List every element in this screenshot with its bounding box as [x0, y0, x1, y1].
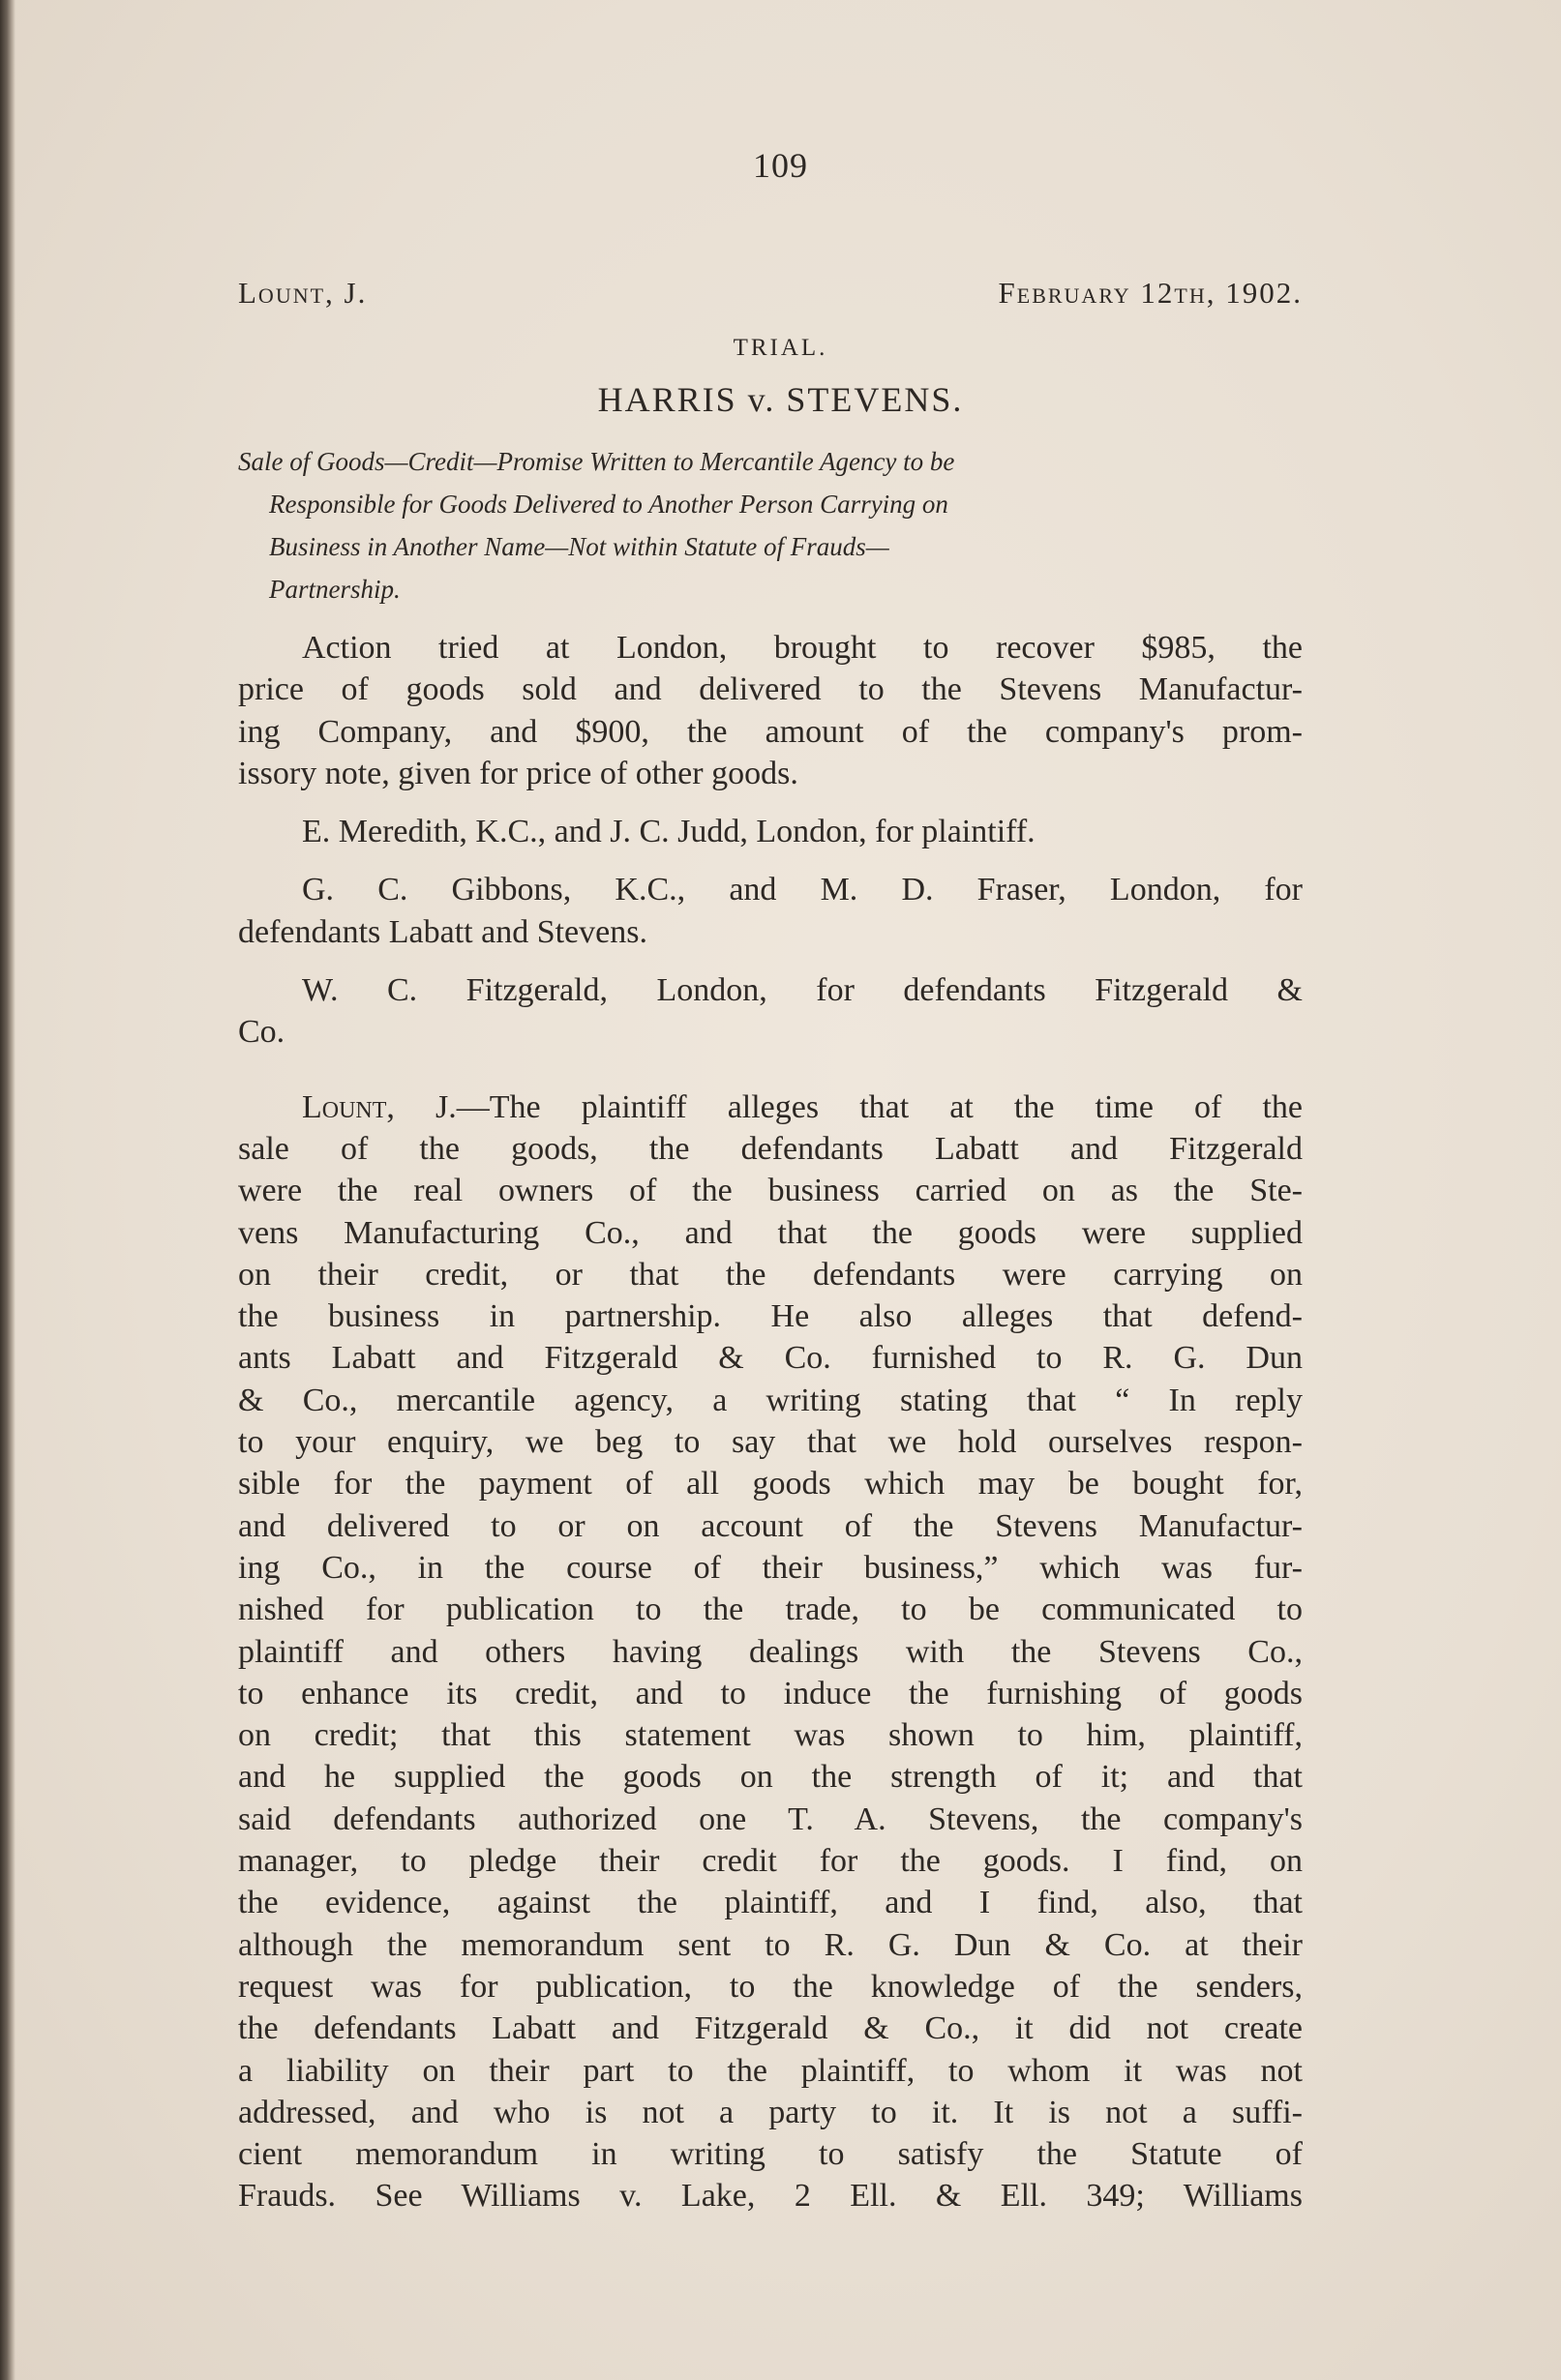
text-line: on their credit, or that the defendants were carrying on [238, 1256, 1303, 1293]
text-line: E. Meredith, K.C., and J. C. Judd, London, for plaintiff. [302, 814, 1036, 850]
text-line [238, 1086, 1303, 1128]
text-line: G. C. Gibbons, K.C., and M. D. Fraser, London, for [302, 872, 1303, 908]
text-line: and he supplied the goods on the strength of it; and that [238, 1759, 1303, 1796]
text-line: defendants Labatt and Stevens. [238, 913, 647, 950]
headnote [238, 440, 1303, 610]
paragraph-counsel-fitzgerald [238, 969, 1303, 1054]
text-line: addressed, and who is not a party to it. It is not a suffi- [238, 2094, 1303, 2130]
text-line: W. C. Fitzgerald, London, for defendants Fitzgerald & [302, 972, 1303, 1009]
text-line: Action tried at London, brought to recover $985, the [302, 630, 1303, 666]
text-line: cient memorandum in writing to satisfy the Statute of [238, 2136, 1303, 2173]
text-line: the evidence, against the plaintiff, and I find, also, that [238, 1885, 1303, 1921]
text-line: manager, to pledge their credit for the goods. I find, on [238, 1843, 1303, 1880]
case-title: HARRIS v. STEVENS. [597, 380, 964, 419]
text-line: vens Manufacturing Co., and that the goods were supplied [238, 1214, 1303, 1251]
headnote-line: Sale of Goods—Credit—Promise Written to Mercantile Agency to be [238, 447, 955, 476]
text-line: to your enquiry, we beg to say that we hold ourselves respon- [238, 1424, 1303, 1461]
text-line: ing Company, and $900, the amount of the company's prom- [238, 713, 1303, 750]
text-line: Frauds. See Williams v. Lake, 2 Ell. & Ell. 349; Williams [238, 2178, 1303, 2215]
text-line: & Co., mercantile agency, a writing stating that “ In reply [238, 1382, 1303, 1418]
trial-label: TRIAL. [733, 335, 828, 361]
text-line: said defendants authorized one T. A. Stevens, the company's [238, 1800, 1303, 1837]
text-line: the business in partnership. He also alleges that defend- [238, 1298, 1303, 1335]
headnote-line: Responsible for Goods Delivered to Another Person Carrying on [269, 490, 948, 519]
paragraph-judgment [238, 1086, 1303, 2217]
headnote-line: Business in Another Name—Not within Statute of Frauds— [269, 532, 889, 561]
text-line: a liability on their part to the plaintiff, to whom it was not [238, 2052, 1303, 2089]
text-line: plaintiff and others having dealings with the Stevens Co., [238, 1633, 1303, 1670]
text-line: Co. [238, 1014, 285, 1051]
text-line: ants Labatt and Fitzgerald & Co. furnished to R. G. Dun [238, 1340, 1303, 1377]
text-line: nished for publication to the trade, to be communicated to [238, 1592, 1303, 1628]
text-line: sale of the goods, the defendants Labatt and Fitzgerald [238, 1130, 1303, 1167]
text-line: issory note, given for price of other goods. [238, 755, 798, 791]
text-line: and delivered to or on account of the Stevens Manufactur- [238, 1507, 1303, 1544]
paragraph-counsel-plaintiff [238, 811, 1303, 852]
text-line: the defendants Labatt and Fitzgerald & Co., it did not create [238, 2010, 1303, 2047]
header-date: February 12th, 1902. [998, 276, 1303, 310]
paragraph-counsel-defendants [238, 869, 1303, 953]
text-line: although the memorandum sent to R. G. Dun & Co. at their [238, 1926, 1303, 1963]
paragraph-action [238, 627, 1303, 794]
judgment-opening: —The plaintiff alleges that at the time of the [456, 1088, 1303, 1125]
body-text [238, 627, 1303, 2234]
text-line: price of goods sold and delivered to the Stevens Manufactur- [238, 671, 1303, 708]
text-line: to enhance its credit, and to induce the furnishing of goods [238, 1675, 1303, 1711]
text-line: ing Co., in the course of their business,” which was fur- [238, 1549, 1303, 1586]
page-number: 109 [753, 146, 808, 185]
judgment-speaker: Lount, J. [302, 1088, 457, 1125]
header-judge: Lount, J. [238, 276, 368, 310]
running-header [238, 276, 1303, 318]
text-line: on credit; that this statement was shown to him, plaintiff, [238, 1717, 1303, 1754]
text-line: sible for the payment of all goods which may be bought for, [238, 1466, 1303, 1502]
headnote-line: Partnership. [269, 575, 401, 604]
text-line: request was for publication, to the knowledge of the senders, [238, 1968, 1303, 2005]
text-line: were the real owners of the business carried on as the Ste- [238, 1173, 1303, 1209]
